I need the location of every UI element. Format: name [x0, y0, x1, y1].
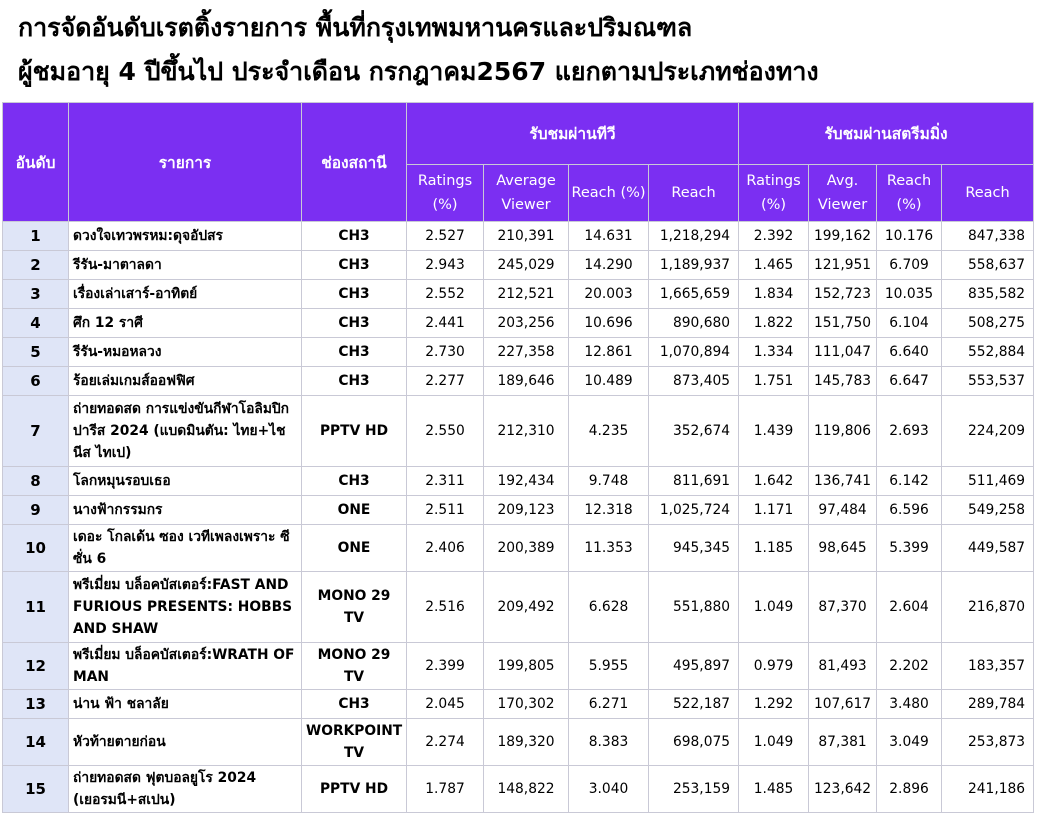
tv-reach-percent-cell: 8.383 [569, 719, 649, 766]
rank-cell: 2 [3, 251, 69, 280]
program-cell: ถ่ายทอดสด การแข่งขันกีฬาโอลิมปิกปารีส 2024 (แบดมินตัน: ไทย+ไชนีส ไทเป) [69, 396, 302, 467]
channel-cell: CH3 [302, 309, 407, 338]
table-row [3, 280, 1034, 309]
streaming-reach-cell: 253,873 [942, 719, 1034, 766]
table-row [3, 338, 1034, 367]
tv-reach-percent-cell: 9.748 [569, 467, 649, 496]
tv-average-viewer-cell: 170,302 [484, 690, 569, 719]
streaming-ratings-cell: 1.334 [739, 338, 809, 367]
channel-cell: CH3 [302, 690, 407, 719]
tv-reach-percent-cell: 12.861 [569, 338, 649, 367]
tv-ratings-cell: 2.045 [407, 690, 484, 719]
streaming-reach-percent-cell: 6.104 [877, 309, 942, 338]
tv-average-viewer-cell: 189,646 [484, 367, 569, 396]
streaming-reach-cell: 241,186 [942, 766, 1034, 813]
tv-reach-percent-cell: 10.489 [569, 367, 649, 396]
header-tv-reach: Reach [649, 165, 739, 222]
streaming-ratings-cell: 1.439 [739, 396, 809, 467]
streaming-reach-cell: 553,537 [942, 367, 1034, 396]
program-cell: ศึก 12 ราศี [69, 309, 302, 338]
header-program: รายการ [69, 103, 302, 222]
tv-average-viewer-cell: 212,310 [484, 396, 569, 467]
program-cell: หัวท้ายตายก่อน [69, 719, 302, 766]
header-streaming-ratings: Ratings (%) [739, 165, 809, 222]
channel-cell: PPTV HD [302, 766, 407, 813]
tv-average-viewer-cell: 148,822 [484, 766, 569, 813]
streaming-avg-viewer-cell: 123,642 [809, 766, 877, 813]
streaming-avg-viewer-cell: 121,951 [809, 251, 877, 280]
rank-cell: 11 [3, 572, 69, 643]
program-cell: เรื่องเล่าเสาร์-อาทิตย์ [69, 280, 302, 309]
program-cell: โลกหมุนรอบเธอ [69, 467, 302, 496]
streaming-reach-cell: 224,209 [942, 396, 1034, 467]
streaming-avg-viewer-cell: 97,484 [809, 496, 877, 525]
streaming-reach-cell: 449,587 [942, 525, 1034, 572]
tv-ratings-cell: 2.277 [407, 367, 484, 396]
streaming-reach-percent-cell: 2.896 [877, 766, 942, 813]
streaming-reach-percent-cell: 10.035 [877, 280, 942, 309]
table-row [3, 766, 1034, 813]
tv-reach-cell: 873,405 [649, 367, 739, 396]
header-tv-average-viewer: Average Viewer [484, 165, 569, 222]
tv-reach-cell: 698,075 [649, 719, 739, 766]
program-cell: น่าน ฟ้า ชลาลัย [69, 690, 302, 719]
streaming-ratings-cell: 1.049 [739, 572, 809, 643]
channel-cell: PPTV HD [302, 396, 407, 467]
rank-cell: 12 [3, 643, 69, 690]
tv-ratings-cell: 2.311 [407, 467, 484, 496]
rank-cell: 5 [3, 338, 69, 367]
streaming-avg-viewer-cell: 111,047 [809, 338, 877, 367]
channel-cell: ONE [302, 496, 407, 525]
program-cell: นางฟ้ากรรมกร [69, 496, 302, 525]
table-row [3, 643, 1034, 690]
table-body [3, 222, 1034, 813]
streaming-avg-viewer-cell: 152,723 [809, 280, 877, 309]
streaming-ratings-cell: 1.642 [739, 467, 809, 496]
tv-ratings-cell: 2.730 [407, 338, 484, 367]
tv-reach-cell: 522,187 [649, 690, 739, 719]
streaming-reach-percent-cell: 3.049 [877, 719, 942, 766]
streaming-avg-viewer-cell: 87,381 [809, 719, 877, 766]
rank-cell: 1 [3, 222, 69, 251]
title-line-1: การจัดอันดับเรตติ้งรายการ พื้นที่กรุงเทพมหานครและปริมณฑล [18, 13, 693, 42]
tv-average-viewer-cell: 227,358 [484, 338, 569, 367]
streaming-reach-cell: 289,784 [942, 690, 1034, 719]
streaming-reach-cell: 549,258 [942, 496, 1034, 525]
program-cell: พรีเมี่ยม บล็อคบัสเตอร์:WRATH OF MAN [69, 643, 302, 690]
streaming-reach-cell: 835,582 [942, 280, 1034, 309]
rank-cell: 14 [3, 719, 69, 766]
program-cell: รีรัน-มาตาลดา [69, 251, 302, 280]
channel-cell: CH3 [302, 467, 407, 496]
table-row [3, 467, 1034, 496]
program-cell: พรีเมี่ยม บล็อคบัสเตอร์:FAST AND FURIOUS PRESENTS: HOBBS AND SHAW [69, 572, 302, 643]
tv-reach-cell: 253,159 [649, 766, 739, 813]
streaming-ratings-cell: 0.979 [739, 643, 809, 690]
tv-reach-percent-cell: 6.628 [569, 572, 649, 643]
header-streaming-avg-viewer: Avg. Viewer [809, 165, 877, 222]
tv-reach-percent-cell: 10.696 [569, 309, 649, 338]
tv-reach-percent-cell: 5.955 [569, 643, 649, 690]
streaming-avg-viewer-cell: 119,806 [809, 396, 877, 467]
streaming-reach-percent-cell: 6.596 [877, 496, 942, 525]
channel-cell: MONO 29 TV [302, 643, 407, 690]
tv-reach-cell: 890,680 [649, 309, 739, 338]
rank-cell: 9 [3, 496, 69, 525]
rank-cell: 3 [3, 280, 69, 309]
tv-average-viewer-cell: 212,521 [484, 280, 569, 309]
program-cell: รีรัน-หมอหลวง [69, 338, 302, 367]
program-cell: ดวงใจเทวพรหม:ดุจอัปสร [69, 222, 302, 251]
table-row [3, 572, 1034, 643]
program-cell: ร้อยเล่มเกมส์ออฟฟิศ [69, 367, 302, 396]
header-channel: ช่องสถานี [302, 103, 407, 222]
tv-average-viewer-cell: 210,391 [484, 222, 569, 251]
tv-average-viewer-cell: 245,029 [484, 251, 569, 280]
streaming-reach-percent-cell: 2.202 [877, 643, 942, 690]
tv-reach-cell: 945,345 [649, 525, 739, 572]
tv-reach-percent-cell: 4.235 [569, 396, 649, 467]
tv-reach-cell: 1,665,659 [649, 280, 739, 309]
table-row [3, 396, 1034, 467]
tv-ratings-cell: 2.406 [407, 525, 484, 572]
tv-reach-cell: 551,880 [649, 572, 739, 643]
streaming-ratings-cell: 1.822 [739, 309, 809, 338]
table-row [3, 367, 1034, 396]
streaming-reach-percent-cell: 6.640 [877, 338, 942, 367]
tv-reach-percent-cell: 20.003 [569, 280, 649, 309]
streaming-ratings-cell: 2.392 [739, 222, 809, 251]
rank-cell: 10 [3, 525, 69, 572]
tv-reach-cell: 495,897 [649, 643, 739, 690]
table-row [3, 251, 1034, 280]
table-row [3, 496, 1034, 525]
streaming-ratings-cell: 1.485 [739, 766, 809, 813]
streaming-reach-percent-cell: 2.693 [877, 396, 942, 467]
tv-ratings-cell: 1.787 [407, 766, 484, 813]
streaming-ratings-cell: 1.292 [739, 690, 809, 719]
program-cell: ถ่ายทอดสด ฟุตบอลยูโร 2024 (เยอรมนี+สเปน) [69, 766, 302, 813]
rank-cell: 8 [3, 467, 69, 496]
header-streaming-group: รับชมผ่านสตรีมมิ่ง [739, 103, 1034, 165]
streaming-avg-viewer-cell: 199,162 [809, 222, 877, 251]
rank-cell: 4 [3, 309, 69, 338]
streaming-ratings-cell: 1.171 [739, 496, 809, 525]
streaming-ratings-cell: 1.049 [739, 719, 809, 766]
channel-cell: CH3 [302, 222, 407, 251]
channel-cell: CH3 [302, 338, 407, 367]
tv-reach-percent-cell: 6.271 [569, 690, 649, 719]
streaming-ratings-cell: 1.834 [739, 280, 809, 309]
tv-reach-cell: 811,691 [649, 467, 739, 496]
tv-ratings-cell: 2.943 [407, 251, 484, 280]
program-cell: เดอะ โกลเด้น ซอง เวทีเพลงเพราะ ซีซั่น 6 [69, 525, 302, 572]
streaming-avg-viewer-cell: 107,617 [809, 690, 877, 719]
streaming-reach-cell: 558,637 [942, 251, 1034, 280]
tv-average-viewer-cell: 200,389 [484, 525, 569, 572]
tv-reach-cell: 1,025,724 [649, 496, 739, 525]
rank-cell: 13 [3, 690, 69, 719]
tv-ratings-cell: 2.441 [407, 309, 484, 338]
header-streaming-reach-percent: Reach (%) [877, 165, 942, 222]
streaming-reach-cell: 847,338 [942, 222, 1034, 251]
streaming-reach-cell: 216,870 [942, 572, 1034, 643]
channel-cell: CH3 [302, 367, 407, 396]
tv-ratings-cell: 2.552 [407, 280, 484, 309]
table-row [3, 222, 1034, 251]
table-row [3, 690, 1034, 719]
streaming-ratings-cell: 1.185 [739, 525, 809, 572]
streaming-reach-cell: 552,884 [942, 338, 1034, 367]
ratings-table [2, 102, 1034, 813]
tv-average-viewer-cell: 192,434 [484, 467, 569, 496]
tv-ratings-cell: 2.527 [407, 222, 484, 251]
tv-ratings-cell: 2.274 [407, 719, 484, 766]
streaming-ratings-cell: 1.465 [739, 251, 809, 280]
tv-reach-percent-cell: 3.040 [569, 766, 649, 813]
streaming-reach-percent-cell: 2.604 [877, 572, 942, 643]
streaming-reach-percent-cell: 6.647 [877, 367, 942, 396]
title-line-2: ผู้ชมอายุ 4 ปีขึ้นไป ประจำเดือน กรกฎาคม2567 แยกตามประเภทช่องทาง [18, 57, 819, 86]
channel-cell: MONO 29 TV [302, 572, 407, 643]
streaming-reach-cell: 511,469 [942, 467, 1034, 496]
header-tv-group: รับชมผ่านทีวี [407, 103, 739, 165]
table-row [3, 525, 1034, 572]
tv-reach-percent-cell: 12.318 [569, 496, 649, 525]
streaming-reach-cell: 183,357 [942, 643, 1034, 690]
streaming-reach-cell: 508,275 [942, 309, 1034, 338]
table-row [3, 309, 1034, 338]
header-streaming-reach: Reach [942, 165, 1034, 222]
rank-cell: 6 [3, 367, 69, 396]
tv-average-viewer-cell: 199,805 [484, 643, 569, 690]
header-tv-reach-percent: Reach (%) [569, 165, 649, 222]
streaming-reach-percent-cell: 5.399 [877, 525, 942, 572]
tv-ratings-cell: 2.511 [407, 496, 484, 525]
header-tv-ratings: Ratings (%) [407, 165, 484, 222]
streaming-reach-percent-cell: 6.709 [877, 251, 942, 280]
rank-cell: 7 [3, 396, 69, 467]
streaming-avg-viewer-cell: 87,370 [809, 572, 877, 643]
tv-ratings-cell: 2.516 [407, 572, 484, 643]
channel-cell: WORKPOINT TV [302, 719, 407, 766]
tv-reach-percent-cell: 11.353 [569, 525, 649, 572]
streaming-avg-viewer-cell: 136,741 [809, 467, 877, 496]
table-row [3, 719, 1034, 766]
tv-ratings-cell: 2.399 [407, 643, 484, 690]
streaming-avg-viewer-cell: 151,750 [809, 309, 877, 338]
tv-average-viewer-cell: 209,123 [484, 496, 569, 525]
tv-average-viewer-cell: 203,256 [484, 309, 569, 338]
tv-average-viewer-cell: 189,320 [484, 719, 569, 766]
tv-reach-cell: 1,070,894 [649, 338, 739, 367]
streaming-ratings-cell: 1.751 [739, 367, 809, 396]
tv-reach-percent-cell: 14.290 [569, 251, 649, 280]
tv-reach-percent-cell: 14.631 [569, 222, 649, 251]
tv-reach-cell: 352,674 [649, 396, 739, 467]
tv-reach-cell: 1,218,294 [649, 222, 739, 251]
tv-reach-cell: 1,189,937 [649, 251, 739, 280]
channel-cell: CH3 [302, 251, 407, 280]
streaming-avg-viewer-cell: 145,783 [809, 367, 877, 396]
channel-cell: CH3 [302, 280, 407, 309]
streaming-reach-percent-cell: 6.142 [877, 467, 942, 496]
page-title [18, 6, 1028, 94]
rank-cell: 15 [3, 766, 69, 813]
streaming-reach-percent-cell: 3.480 [877, 690, 942, 719]
streaming-avg-viewer-cell: 81,493 [809, 643, 877, 690]
tv-average-viewer-cell: 209,492 [484, 572, 569, 643]
header-rank: อันดับ [3, 103, 69, 222]
streaming-reach-percent-cell: 10.176 [877, 222, 942, 251]
channel-cell: ONE [302, 525, 407, 572]
streaming-avg-viewer-cell: 98,645 [809, 525, 877, 572]
tv-ratings-cell: 2.550 [407, 396, 484, 467]
